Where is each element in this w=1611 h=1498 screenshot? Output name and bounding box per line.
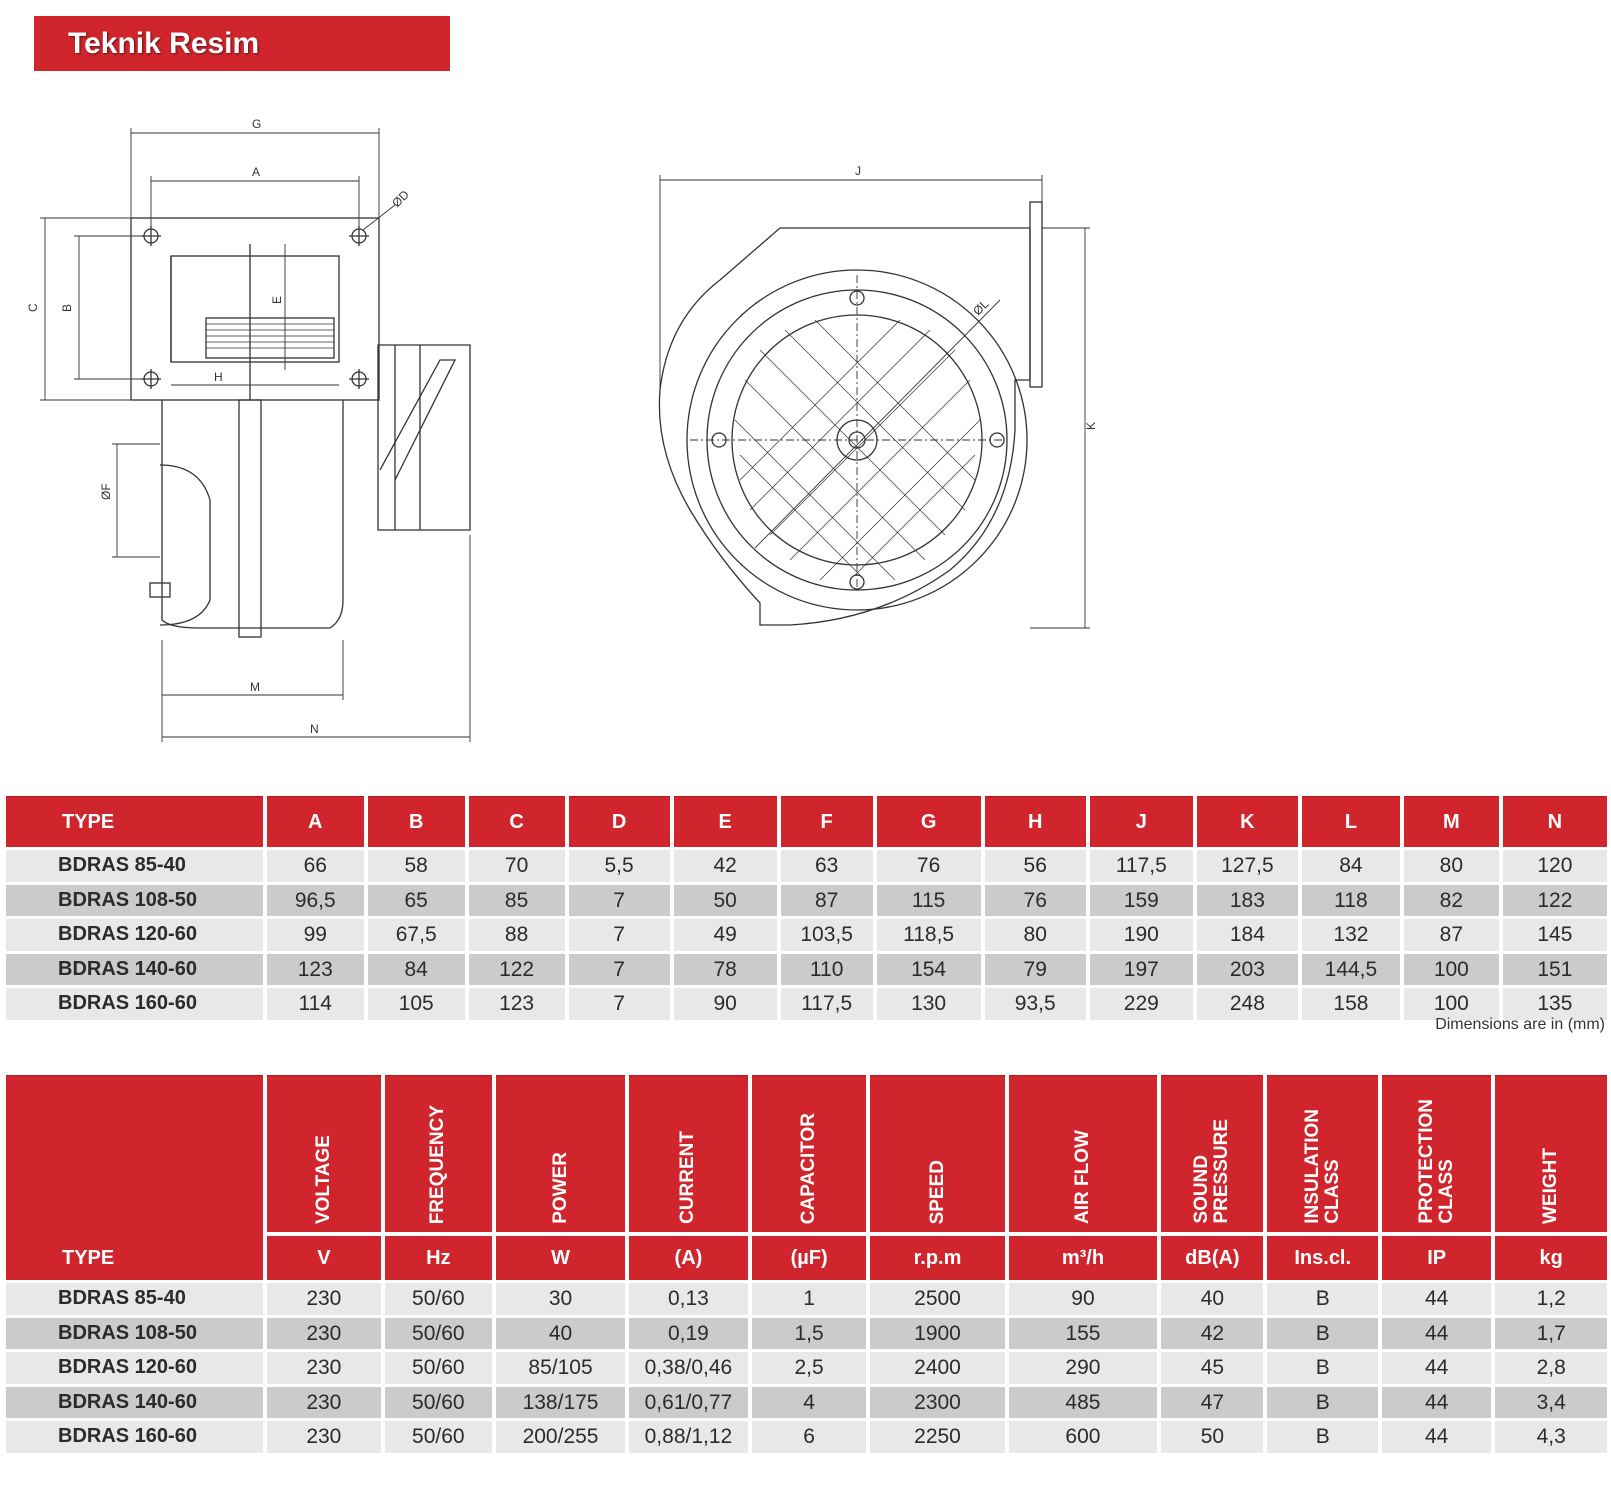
value-cell: 248 xyxy=(1197,988,1298,1020)
value-cell: 63 xyxy=(781,850,873,882)
value-cell: 230 xyxy=(267,1352,381,1384)
el-header-weight: WEIGHT xyxy=(1495,1075,1607,1236)
value-cell: 203 xyxy=(1197,954,1298,986)
dim-label-b: B xyxy=(60,303,74,312)
value-cell: 84 xyxy=(1302,850,1400,882)
value-cell: 2300 xyxy=(870,1387,1004,1419)
el-header-power: POWER xyxy=(496,1075,625,1236)
dim-label-h: H xyxy=(214,370,223,384)
dim-label-m: M xyxy=(250,680,260,694)
value-cell: 183 xyxy=(1197,885,1298,917)
value-cell: 50/60 xyxy=(385,1387,492,1419)
value-cell: 200/255 xyxy=(496,1421,625,1453)
el-unit: r.p.m xyxy=(870,1236,1004,1280)
type-cell: BDRAS 108-50 xyxy=(6,885,263,917)
el-unit: kg xyxy=(1495,1236,1607,1280)
value-cell: 190 xyxy=(1090,919,1193,951)
value-cell: 5,5 xyxy=(569,850,670,882)
el-header-insulation-class: INSULATION CLASS xyxy=(1267,1075,1377,1236)
type-cell: BDRAS 160-60 xyxy=(6,1421,263,1453)
value-cell: 96,5 xyxy=(267,885,364,917)
dim-header-m: M xyxy=(1404,796,1499,847)
value-cell: 110 xyxy=(781,954,873,986)
value-cell: 2250 xyxy=(870,1421,1004,1453)
value-cell: 4,3 xyxy=(1495,1421,1607,1453)
front-view xyxy=(659,202,1042,625)
value-cell: 155 xyxy=(1009,1318,1158,1350)
value-cell: 70 xyxy=(469,850,565,882)
value-cell: 100 xyxy=(1404,954,1499,986)
value-cell: 145 xyxy=(1503,919,1607,951)
value-cell: 132 xyxy=(1302,919,1400,951)
value-cell: 600 xyxy=(1009,1421,1158,1453)
dim-header-l: L xyxy=(1302,796,1400,847)
value-cell: 100 xyxy=(1404,988,1499,1020)
el-header-protection-class: PROTECTION CLASS xyxy=(1382,1075,1491,1236)
value-cell: 49 xyxy=(674,919,777,951)
el-unit: (A) xyxy=(629,1236,748,1280)
value-cell: 78 xyxy=(674,954,777,986)
type-cell: BDRAS 120-60 xyxy=(6,919,263,951)
dim-header-e: E xyxy=(674,796,777,847)
value-cell: 30 xyxy=(496,1283,625,1315)
value-cell: 80 xyxy=(985,919,1086,951)
value-cell: 82 xyxy=(1404,885,1499,917)
value-cell: 1,2 xyxy=(1495,1283,1607,1315)
value-cell: 2500 xyxy=(870,1283,1004,1315)
value-cell: 7 xyxy=(569,988,670,1020)
dimensions-note: Dimensions are in (mm) xyxy=(1435,1016,1605,1033)
value-cell: 7 xyxy=(569,919,670,951)
value-cell: 230 xyxy=(267,1387,381,1419)
value-cell: 6 xyxy=(752,1421,867,1453)
value-cell: 88 xyxy=(469,919,565,951)
value-cell: 0,19 xyxy=(629,1318,748,1350)
electrical-table xyxy=(2,1075,1611,1453)
el-header-speed: SPEED xyxy=(870,1075,1004,1236)
value-cell: 144,5 xyxy=(1302,954,1400,986)
el-unit: (µF) xyxy=(752,1236,867,1280)
value-cell: 40 xyxy=(496,1318,625,1350)
value-cell: 66 xyxy=(267,850,364,882)
value-cell: B xyxy=(1267,1421,1377,1453)
value-cell: 158 xyxy=(1302,988,1400,1020)
value-cell: 123 xyxy=(469,988,565,1020)
value-cell: 184 xyxy=(1197,919,1298,951)
dim-header-a: A xyxy=(267,796,364,847)
value-cell: 87 xyxy=(781,885,873,917)
dim-label-l: ØL xyxy=(970,296,992,319)
dim-header-d: D xyxy=(569,796,670,847)
value-cell: 230 xyxy=(267,1283,381,1315)
value-cell: 154 xyxy=(877,954,981,986)
value-cell: 44 xyxy=(1382,1283,1491,1315)
value-cell: 99 xyxy=(267,919,364,951)
value-cell: 80 xyxy=(1404,850,1499,882)
value-cell: 7 xyxy=(569,885,670,917)
value-cell: 103,5 xyxy=(781,919,873,951)
el-header-capacitor: CAPACITOR xyxy=(752,1075,867,1236)
el-header-voltage: VOLTAGE xyxy=(267,1075,381,1236)
value-cell: 0,88/1,12 xyxy=(629,1421,748,1453)
el-unit: V xyxy=(267,1236,381,1280)
value-cell: 138/175 xyxy=(496,1387,625,1419)
value-cell: 118 xyxy=(1302,885,1400,917)
dimensions-table xyxy=(2,796,1611,1020)
value-cell: 159 xyxy=(1090,885,1193,917)
value-cell: 120 xyxy=(1503,850,1607,882)
value-cell: 44 xyxy=(1382,1352,1491,1384)
value-cell: 4 xyxy=(752,1387,867,1419)
el-unit: W xyxy=(496,1236,625,1280)
value-cell: 0,61/0,77 xyxy=(629,1387,748,1419)
value-cell: 1 xyxy=(752,1283,867,1315)
value-cell: 485 xyxy=(1009,1387,1158,1419)
table-row xyxy=(6,919,1607,951)
dim-header-k: K xyxy=(1197,796,1298,847)
value-cell: 65 xyxy=(368,885,465,917)
value-cell: 1,7 xyxy=(1495,1318,1607,1350)
value-cell: 122 xyxy=(469,954,565,986)
technical-drawing xyxy=(0,80,1611,760)
value-cell: B xyxy=(1267,1283,1377,1315)
value-cell: 135 xyxy=(1503,988,1607,1020)
type-cell: BDRAS 108-50 xyxy=(6,1318,263,1350)
dim-header-n: N xyxy=(1503,796,1607,847)
table-row xyxy=(6,1421,1607,1453)
value-cell: 0,13 xyxy=(629,1283,748,1315)
value-cell: 229 xyxy=(1090,988,1193,1020)
dim-label-c: C xyxy=(26,303,40,312)
dim-header-b: B xyxy=(368,796,465,847)
table-row xyxy=(6,954,1607,986)
value-cell: 50/60 xyxy=(385,1352,492,1384)
type-cell: BDRAS 120-60 xyxy=(6,1352,263,1384)
side-view xyxy=(131,218,470,637)
table-row xyxy=(6,1283,1607,1315)
el-unit: dB(A) xyxy=(1161,1236,1263,1280)
value-cell: 93,5 xyxy=(985,988,1086,1020)
type-cell: BDRAS 160-60 xyxy=(6,988,263,1020)
value-cell: 2400 xyxy=(870,1352,1004,1384)
value-cell: 50 xyxy=(674,885,777,917)
value-cell: 76 xyxy=(877,850,981,882)
value-cell: 76 xyxy=(985,885,1086,917)
value-cell: 47 xyxy=(1161,1387,1263,1419)
value-cell: 115 xyxy=(877,885,981,917)
value-cell: B xyxy=(1267,1318,1377,1350)
value-cell: B xyxy=(1267,1387,1377,1419)
dim-header-g: G xyxy=(877,796,981,847)
table-row xyxy=(6,1352,1607,1384)
value-cell: 67,5 xyxy=(368,919,465,951)
value-cell: 87 xyxy=(1404,919,1499,951)
value-cell: 40 xyxy=(1161,1283,1263,1315)
value-cell: 117,5 xyxy=(1090,850,1193,882)
dim-label-j: J xyxy=(855,164,861,178)
type-cell: BDRAS 85-40 xyxy=(6,1283,263,1315)
table-row xyxy=(6,850,1607,882)
el-header-frequency: FREQUENCY xyxy=(385,1075,492,1236)
type-cell: BDRAS 140-60 xyxy=(6,1387,263,1419)
el-header-type: TYPE xyxy=(6,1075,263,1280)
side-dimensions xyxy=(40,128,470,742)
table-row xyxy=(6,1318,1607,1350)
value-cell: 50 xyxy=(1161,1421,1263,1453)
value-cell: 130 xyxy=(877,988,981,1020)
value-cell: 42 xyxy=(1161,1318,1263,1350)
value-cell: 56 xyxy=(985,850,1086,882)
dim-label-e: E xyxy=(270,295,284,304)
table-row xyxy=(6,988,1607,1020)
dim-label-k: K xyxy=(1084,421,1098,430)
value-cell: 117,5 xyxy=(781,988,873,1020)
value-cell: 42 xyxy=(674,850,777,882)
value-cell: 1,5 xyxy=(752,1318,867,1350)
value-cell: 114 xyxy=(267,988,364,1020)
table-row xyxy=(6,1387,1607,1419)
value-cell: 123 xyxy=(267,954,364,986)
value-cell: 44 xyxy=(1382,1387,1491,1419)
dim-label-f: ØF xyxy=(99,483,113,500)
value-cell: 44 xyxy=(1382,1421,1491,1453)
value-cell: 79 xyxy=(985,954,1086,986)
value-cell: 2,8 xyxy=(1495,1352,1607,1384)
value-cell: 7 xyxy=(569,954,670,986)
dim-header-c: C xyxy=(469,796,565,847)
value-cell: 230 xyxy=(267,1421,381,1453)
value-cell: 45 xyxy=(1161,1352,1263,1384)
dim-header-f: F xyxy=(781,796,873,847)
value-cell: 197 xyxy=(1090,954,1193,986)
table-row xyxy=(6,885,1607,917)
value-cell: 84 xyxy=(368,954,465,986)
dim-header-h: H xyxy=(985,796,1086,847)
value-cell: 151 xyxy=(1503,954,1607,986)
value-cell: 290 xyxy=(1009,1352,1158,1384)
value-cell: 58 xyxy=(368,850,465,882)
value-cell: 230 xyxy=(267,1318,381,1350)
dim-label-g: G xyxy=(252,117,262,131)
value-cell: 122 xyxy=(1503,885,1607,917)
el-header-current: CURRENT xyxy=(629,1075,748,1236)
type-cell: BDRAS 140-60 xyxy=(6,954,263,986)
value-cell: 50/60 xyxy=(385,1318,492,1350)
value-cell: 44 xyxy=(1382,1318,1491,1350)
value-cell: 85 xyxy=(469,885,565,917)
el-header-sound-pressure: SOUND PRESSURE xyxy=(1161,1075,1263,1236)
value-cell: 90 xyxy=(1009,1283,1158,1315)
dim-header-type: TYPE xyxy=(6,796,263,847)
el-unit: Ins.cl. xyxy=(1267,1236,1377,1280)
value-cell: B xyxy=(1267,1352,1377,1384)
el-unit: IP xyxy=(1382,1236,1491,1280)
value-cell: 85/105 xyxy=(496,1352,625,1384)
value-cell: 50/60 xyxy=(385,1283,492,1315)
value-cell: 0,38/0,46 xyxy=(629,1352,748,1384)
type-cell: BDRAS 85-40 xyxy=(6,850,263,882)
value-cell: 1900 xyxy=(870,1318,1004,1350)
value-cell: 105 xyxy=(368,988,465,1020)
value-cell: 50/60 xyxy=(385,1421,492,1453)
value-cell: 3,4 xyxy=(1495,1387,1607,1419)
dim-label-a: A xyxy=(252,165,261,179)
el-unit: Hz xyxy=(385,1236,492,1280)
section-title: Teknik Resim xyxy=(34,16,450,71)
dim-label-d: ØD xyxy=(389,187,412,211)
value-cell: 118,5 xyxy=(877,919,981,951)
dim-label-n: N xyxy=(310,722,319,736)
value-cell: 2,5 xyxy=(752,1352,867,1384)
dim-header-j: J xyxy=(1090,796,1193,847)
value-cell: 90 xyxy=(674,988,777,1020)
value-cell: 127,5 xyxy=(1197,850,1298,882)
el-header-air-flow: AIR FLOW xyxy=(1009,1075,1158,1236)
el-unit: m³/h xyxy=(1009,1236,1158,1280)
